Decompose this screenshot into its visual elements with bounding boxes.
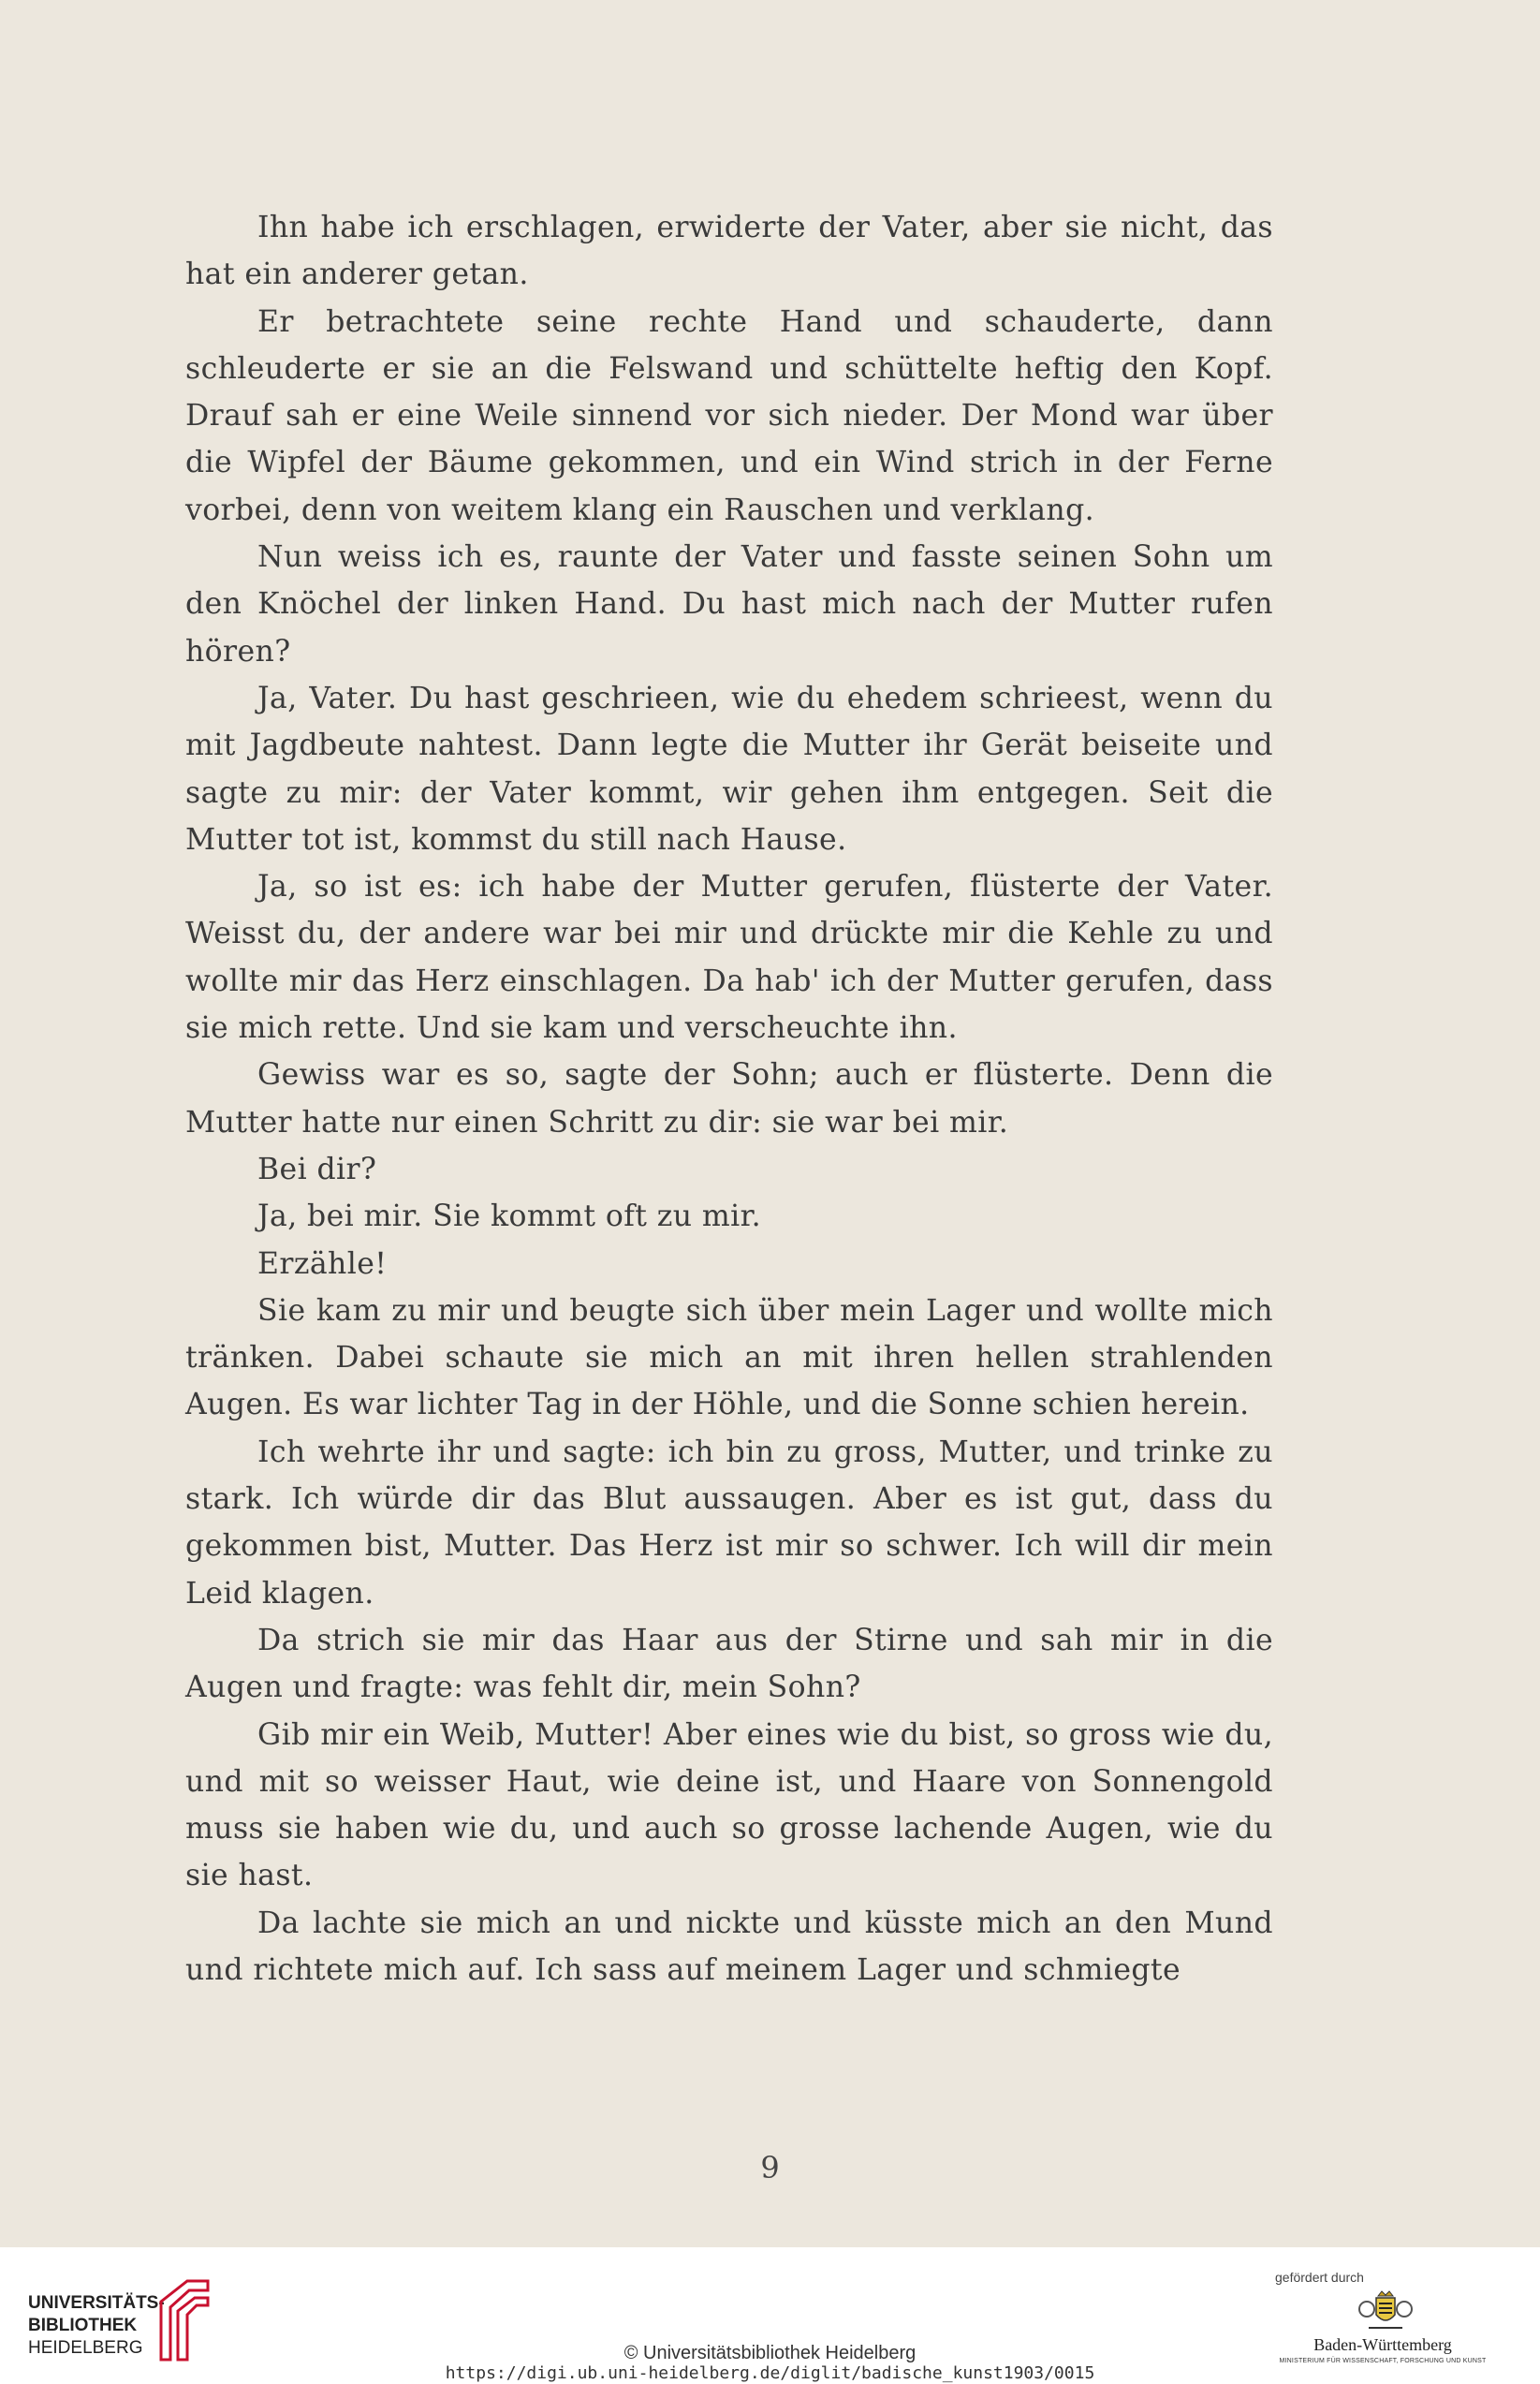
paragraph: Gewiss war es so, sagte der Sohn; auch er flüsterte. Denn die Mutter hatte nur einen Schritt zu dir: sie war bei mir. (185, 1058, 1273, 1140)
paragraph: Nun weiss ich es, raunte der Vater und fasste seinen Sohn um den Knöchel der linken Hand. Du hast mich nach der Mutter rufen hören? (185, 540, 1273, 669)
paragraph: Da strich sie mir das Haar aus der Stirne und sah mir in die Augen und fragte: was fehlt dir, mein Sohn? (185, 1623, 1273, 1705)
sponsor-subtitle: MINISTERIUM FÜR WISSENSCHAFT, FORSCHUNG UND KUNST (1279, 2358, 1487, 2364)
paragraph: Da lachte sie mich an und nickte und küsste mich an den Mund und richtete mich auf. Ich sass auf meinem Lager und schmiegte (185, 1906, 1273, 1987)
paragraph: Ich wehrte ihr und sagte: ich bin zu gross, Mutter, und trinke zu stark. Ich würde dir das Blut aussaugen. Aber es ist gut, dass du gekommen bist, Mutter. Das Herz ist mir so schwer. Ich will dir mein Leid klagen. (185, 1435, 1273, 1611)
paragraph: Ja, bei mir. Sie kommt oft zu mir. (257, 1199, 762, 1234)
paragraph: Gib mir ein Weib, Mutter! Aber eines wie du bist, so gross wie du, und mit so weisser Haut, wie deine ist, und Haare von Sonnengold muss sie haben wie du, und auch so grosse lachende Augen, wie du sie hast. (185, 1717, 1273, 1893)
copyright-notice: © Universitätsbibliothek Heidelberg (623, 2343, 917, 2363)
paragraph: Erzähle! (257, 1246, 388, 1281)
paragraph: Er betrachtete seine rechte Hand und schauderte, dann schleuderte er sie an die Felswand und schüttelte heftig den Kopf. Drauf sah er eine Weile sinnend vor sich nieder. Der Mond war über die Wipfel der Bäume gekommen, und ein Wind strich in der Ferne vorbei, denn von weitem klang ein Rauschen und verklang. (185, 304, 1273, 527)
source-url[interactable]: https://digi.ub.uni-heidelberg.de/diglit/badische_kunst1903/0015 (445, 2363, 1095, 2383)
library-name-line2: BIBLIOTHEK (28, 2316, 138, 2335)
library-name-line1: UNIVERSITÄTS- (28, 2293, 165, 2313)
body-text (185, 204, 1273, 1994)
paragraph: Sie kam zu mir und beugte sich über mein Lager und wollte mich tränken. Dabei schaute sie mich an mit ihren hellen strahlenden Augen. Es war lichter Tag in der Höhle, und die Sonne schien herein. (185, 1293, 1273, 1422)
sponsor-name: Baden-Württemberg (1313, 2335, 1452, 2354)
coat-of-arms-icon (1356, 2290, 1415, 2333)
page-number: 9 (760, 2150, 780, 2185)
paragraph: Ihn habe ich erschlagen, erwiderte der Vater, aber sie nicht, das hat ein anderer getan. (185, 211, 1273, 292)
paragraph: Ja, Vater. Du hast geschrieen, wie du ehedem schrieest, wenn du mit Jagdbeute nahtest. Dann legte die Mutter ihr Gerät beiseite und sagte zu mir: der Vater kommt, wir gehen ihm entgegen. Seit die Mutter tot ist, kommst du still nach Hause. (185, 681, 1273, 857)
library-name-line3: HEIDELBERG (28, 2338, 143, 2358)
sponsor-label: gefördert durch (1275, 2270, 1364, 2285)
paragraph: Bei dir? (257, 1152, 377, 1186)
paragraph: Ja, so ist es: ich habe der Mutter gerufen, flüsterte der Vater. Weisst du, der andere war bei mir und drückte mir die Kehle zu und wollte mir das Herz einschlagen. Da hab' ich der Mutter gerufen, dass sie mich rette. Und sie kam und verscheuchte ihn. (185, 870, 1273, 1046)
